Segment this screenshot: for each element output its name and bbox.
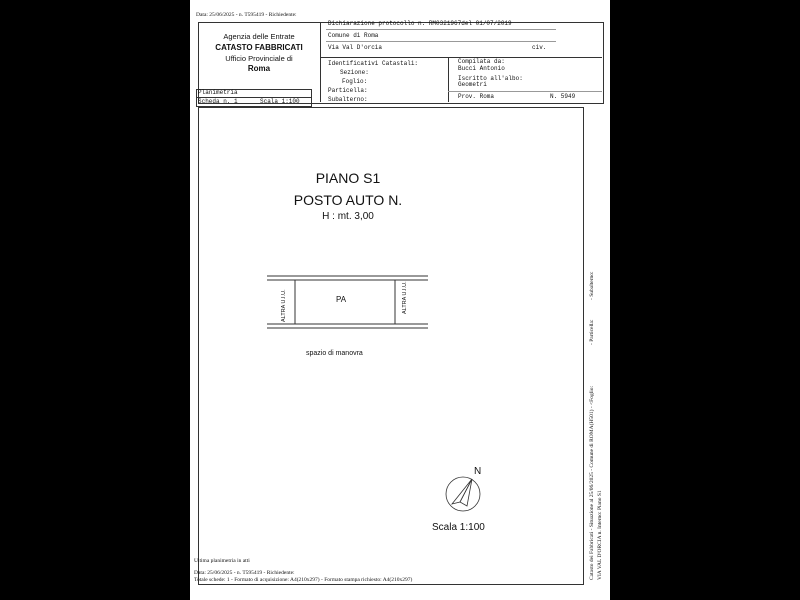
left-unit-label: ALTRA U.I.U. [281, 289, 287, 322]
parking-label: PA [336, 295, 347, 304]
protocol-text: Dichiarazione protocollo n. RM0321967del 01/07/2019 [328, 20, 512, 27]
compilata-label: Compilata da: [458, 58, 505, 65]
side-subalterno: - Subalterno: [589, 271, 595, 300]
catasto-title: CATASTO FABBRICATI [215, 43, 303, 52]
agency-block [198, 32, 320, 73]
footer-totale: Totale schede: 1 - Formato di acquisizione: A4(210x297) - Formato stampa richiesto: A4(210x297) [194, 577, 413, 583]
plan-title-spot: POSTO AUTO N. [293, 192, 403, 208]
comune-text: Comune di Roma [328, 32, 379, 39]
right-unit-label: ALTRA U.I.U. [402, 281, 408, 314]
address-text: Via Val D'orcia [328, 44, 383, 51]
side-address: VIA VAL D'ORCIA n. Interno: Piano S1 [597, 490, 603, 580]
request-header: Data: 25/06/2025 - n. T595419 - Richiedente: [196, 12, 297, 18]
identificativi-title: Identificativi Catastali: [328, 60, 419, 67]
side-particella: - Particella: [589, 319, 595, 345]
particella-label: Particella: [328, 87, 368, 94]
side-situazione: Catasto dei Fabbricati - Situazione al 25/06/2025 - Comune di ROMA(H501) - <Foglio: [589, 385, 595, 580]
compass-icon [443, 474, 483, 514]
cadastral-sheet [190, 0, 610, 600]
albo-name: Geometri [458, 81, 487, 88]
ufficio-city: Roma [247, 64, 271, 73]
prov-text: Prov. Roma [458, 93, 495, 100]
agency-name: Agenzia delle Entrate [223, 32, 295, 41]
ufficio-label: Ufficio Provinciale di [225, 54, 293, 63]
manovra-label: spazio di manovra [306, 350, 363, 357]
ultima-planimetria: Ultima planimetria in atti [194, 558, 250, 564]
scheda-label: Scheda n. 1 [198, 98, 238, 105]
plan-height: H : mt. 3,00 [322, 211, 374, 222]
parking-plan [260, 268, 440, 332]
scale-label: Scala 1:100 [432, 522, 485, 533]
subalterno-label: Subalterno: [328, 96, 368, 103]
iscritto-label: Iscritto all'albo: [458, 75, 523, 82]
foglio-label: Foglio: [342, 78, 368, 85]
compiler-name: Bucci Antonio [458, 65, 505, 72]
planimetria-label: Planimetria [198, 89, 238, 96]
albo-number: N. 5949 [550, 93, 576, 100]
scala-label: Scala 1:100 [260, 98, 300, 105]
footer-data: Data: 25/06/2025 - n. T595419 - Richiedente: [194, 570, 295, 576]
sezione-label: Sezione: [340, 69, 369, 76]
civ-label: civ. [532, 44, 547, 51]
north-label: N [474, 466, 482, 477]
plan-title-floor: PIANO S1 [315, 170, 381, 186]
